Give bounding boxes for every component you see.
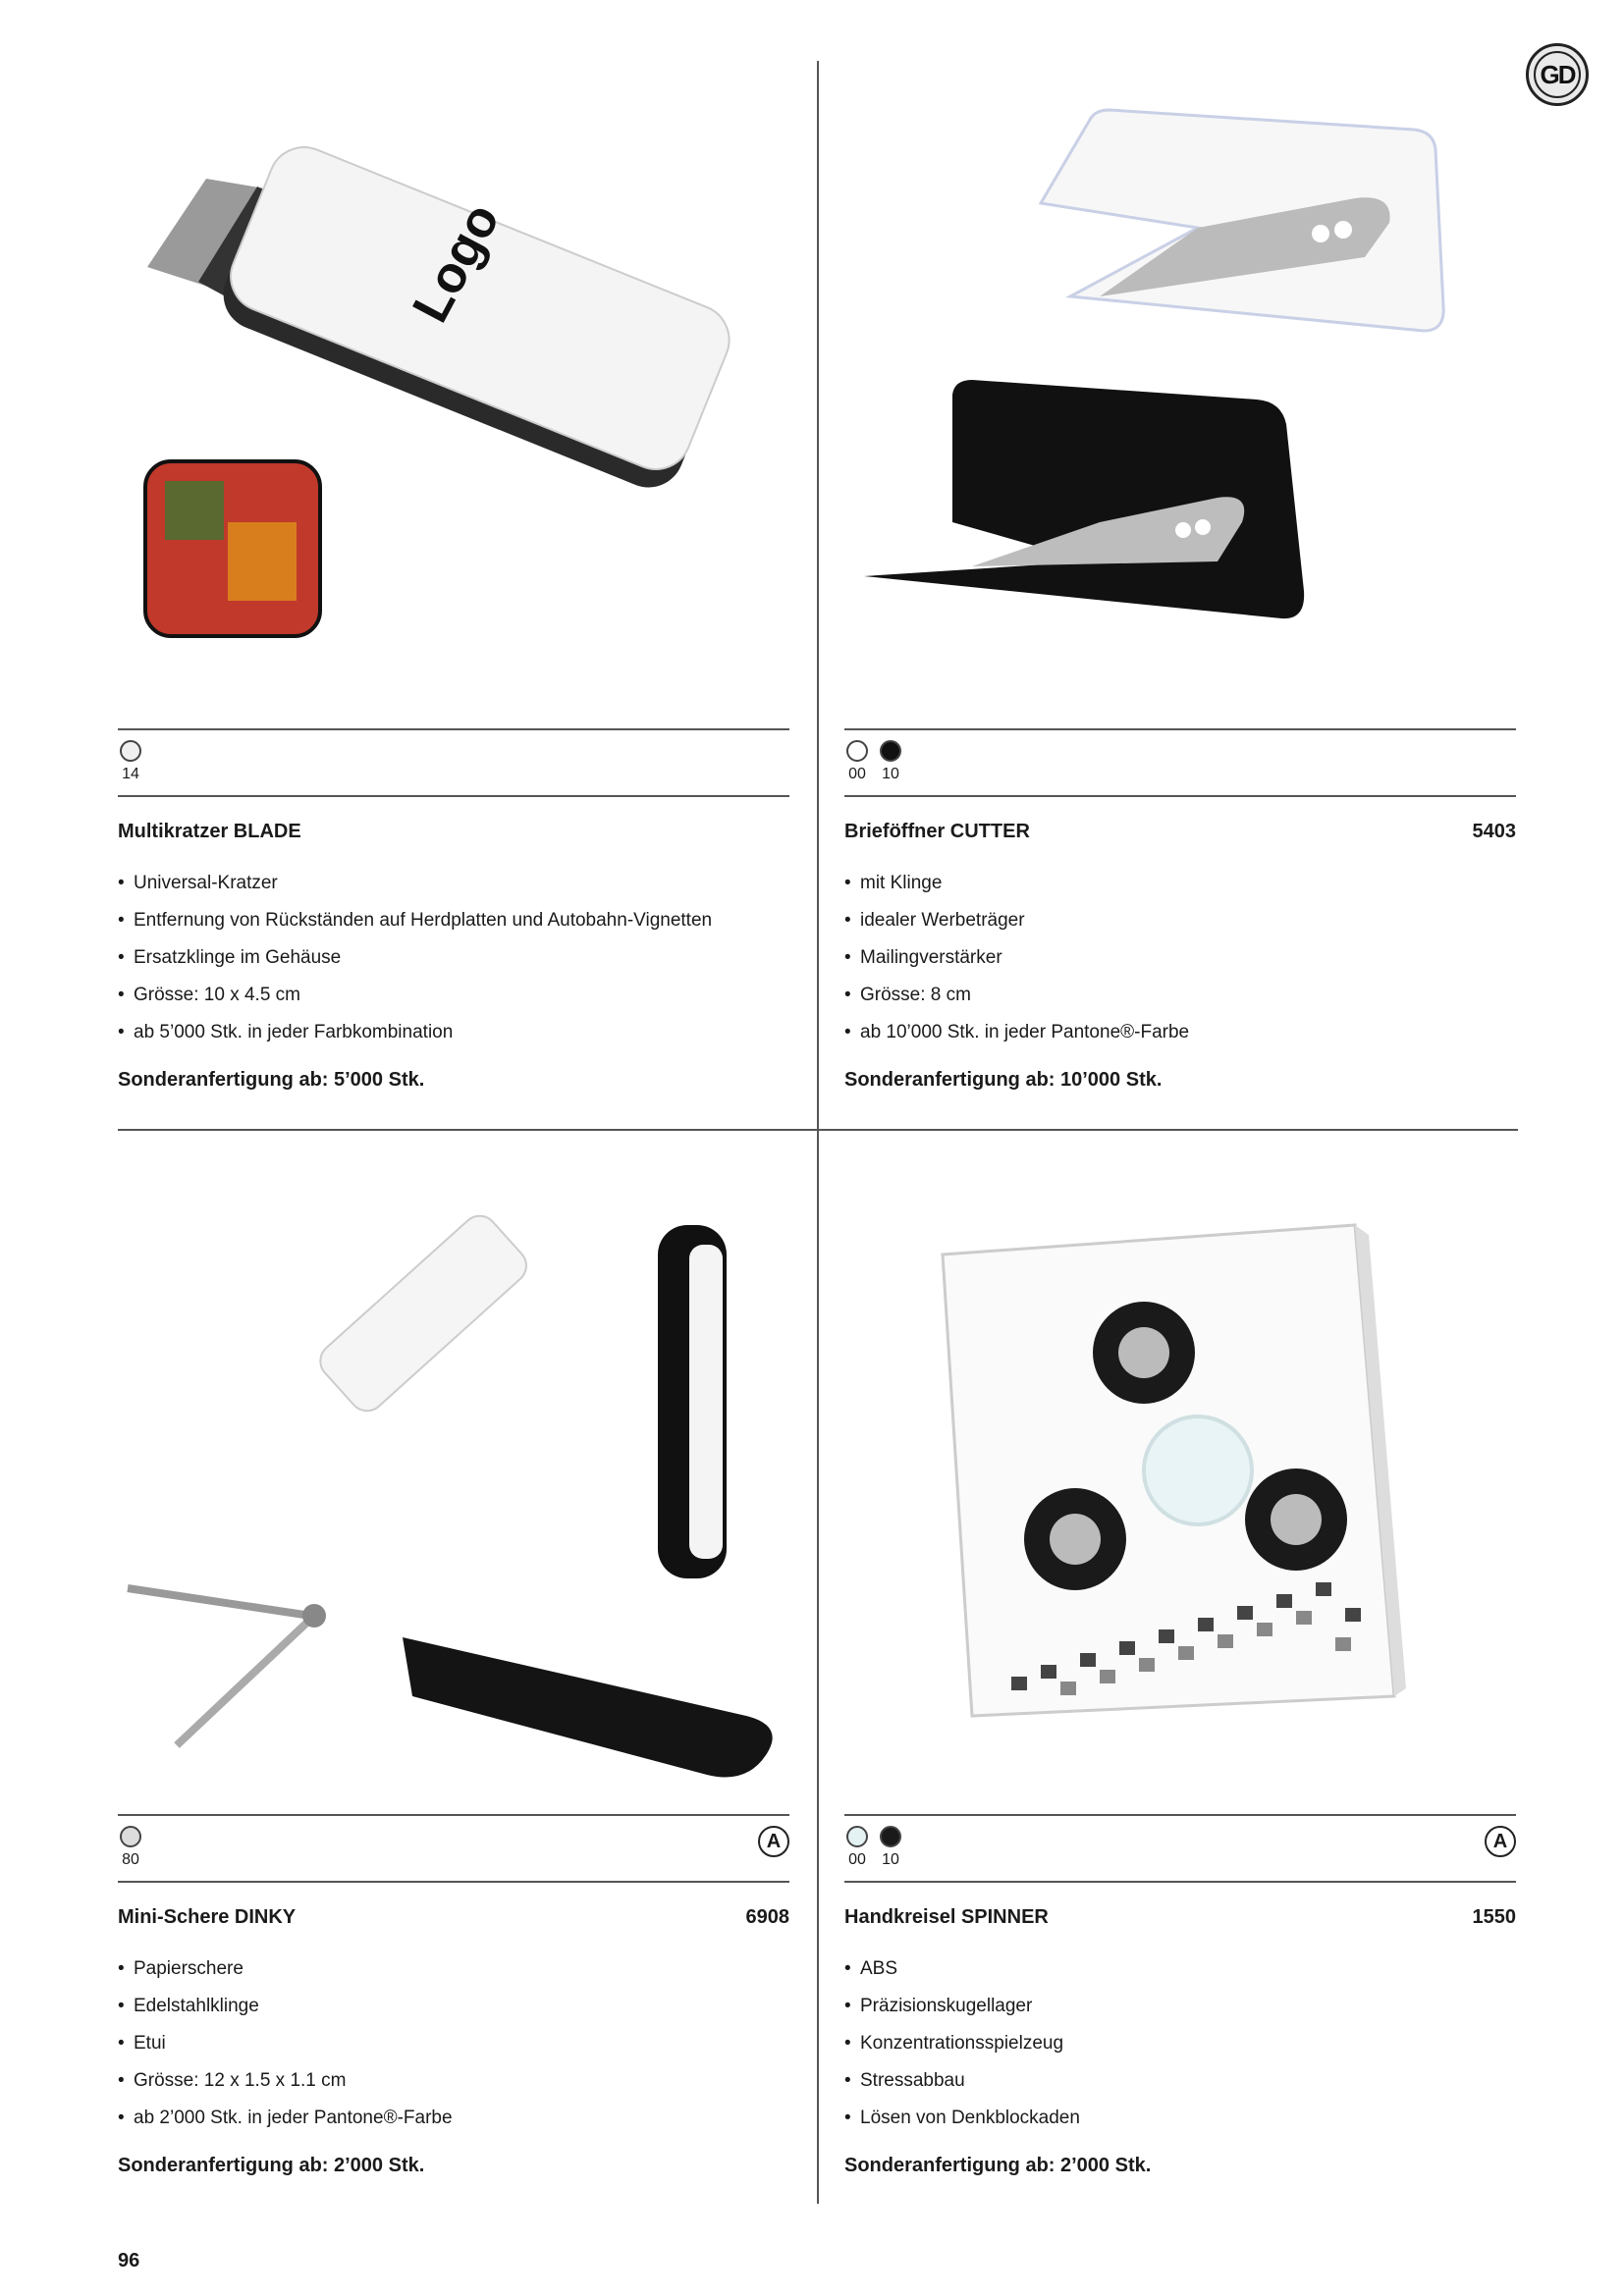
product-image-logo-text: Logo: [402, 194, 512, 332]
feature-item: • ABS: [844, 1950, 1516, 1988]
feature-item: • Konzentrationsspielzeug: [844, 2025, 1516, 2062]
feature-item: • Mailingverstärker: [844, 939, 1516, 977]
swatch-dot: [120, 740, 141, 762]
feature-item: • ab 2’000 Stk. in jeder Pantone®-Farbe: [118, 2100, 789, 2137]
swatch-dot: [880, 740, 901, 762]
product-image-dinky: [118, 1147, 789, 1814]
swatch-code: 00: [848, 766, 866, 782]
page-number: 96: [118, 2250, 140, 2271]
feature-item: • Etui: [118, 2025, 789, 2062]
article-number: 6908: [745, 1906, 789, 1928]
swatch-dot: [120, 1826, 141, 1847]
swatch-dot: [846, 740, 868, 762]
color-swatch[interactable]: [118, 740, 143, 783]
color-swatch[interactable]: [878, 1826, 903, 1869]
feature-list: [844, 1950, 1516, 2137]
color-swatch[interactable]: [844, 1826, 870, 1869]
feature-item: • idealer Werbeträger: [844, 902, 1516, 939]
feature-item: • Grösse: 8 cm: [844, 977, 1516, 1014]
special-order-note: Sonderanfertigung ab: 2’000 Stk.: [118, 2155, 425, 2176]
feature-list: [118, 865, 789, 1051]
special-order-note: Sonderanfertigung ab: 10’000 Stk.: [844, 1069, 1163, 1091]
feature-item: • Edelstahlklinge: [118, 1988, 789, 2025]
product-card-dinky: [118, 1147, 789, 2177]
vertical-divider: [817, 61, 819, 2204]
color-swatch[interactable]: [844, 740, 870, 783]
brand-logo: GD: [1526, 43, 1589, 106]
swatch-code: 80: [122, 1851, 139, 1868]
feature-list: [118, 1950, 789, 2137]
a-badge-icon: A: [1485, 1826, 1516, 1857]
feature-item: • Grösse: 12 x 1.5 x 1.1 cm: [118, 2062, 789, 2100]
feature-item: • ab 5’000 Stk. in jeder Farbkombination: [118, 1014, 789, 1051]
color-swatch-bar: [118, 728, 789, 797]
product-card-cutter: [844, 61, 1516, 1092]
color-swatch[interactable]: [878, 740, 903, 783]
feature-item: • mit Klinge: [844, 865, 1516, 902]
color-swatch-bar: [844, 1814, 1516, 1883]
feature-item: • Entfernung von Rückständen auf Herdplatten und Autobahn-Vignetten: [118, 902, 789, 939]
feature-item: • Ersatzklinge im Gehäuse: [118, 939, 789, 977]
swatch-code: 10: [882, 1851, 899, 1868]
product-image-spinner: [844, 1147, 1516, 1814]
product-card-blade: [118, 61, 789, 1092]
special-order-note: Sonderanfertigung ab: 2’000 Stk.: [844, 2155, 1152, 2176]
feature-item: • Lösen von Denkblockaden: [844, 2100, 1516, 2137]
swatch-code: 10: [882, 766, 899, 782]
product-card-spinner: [844, 1147, 1516, 2177]
swatch-code: 14: [122, 766, 139, 782]
color-swatch[interactable]: [118, 1826, 143, 1869]
swatch-dot: [880, 1826, 901, 1847]
feature-list: [844, 865, 1516, 1051]
feature-item: • Stressabbau: [844, 2062, 1516, 2100]
product-title: Handkreisel SPINNER: [844, 1906, 1049, 1928]
product-title: Mini-Schere DINKY: [118, 1906, 297, 1928]
feature-item: • Präzisionskugellager: [844, 1988, 1516, 2025]
article-number: 1550: [1472, 1906, 1516, 1928]
feature-item: • ab 10’000 Stk. in jeder Pantone®-Farbe: [844, 1014, 1516, 1051]
color-swatch-bar: [844, 728, 1516, 797]
product-title: Brieföffner CUTTER: [844, 821, 1030, 842]
swatch-code: 00: [848, 1851, 866, 1868]
feature-item: • Universal-Kratzer: [118, 865, 789, 902]
feature-item: • Papierschere: [118, 1950, 789, 1988]
product-title: Multikratzer BLADE: [118, 821, 301, 842]
horizontal-divider: [118, 1129, 1518, 1131]
special-order-note: Sonderanfertigung ab: 5’000 Stk.: [118, 1069, 425, 1091]
swatch-dot: [846, 1826, 868, 1847]
feature-item: • Grösse: 10 x 4.5 cm: [118, 977, 789, 1014]
product-image-cutter: [844, 61, 1516, 728]
color-swatch-bar: [118, 1814, 789, 1883]
product-image-blade: [118, 61, 789, 728]
a-badge-icon: A: [758, 1826, 789, 1857]
article-number: 5403: [1472, 821, 1516, 842]
